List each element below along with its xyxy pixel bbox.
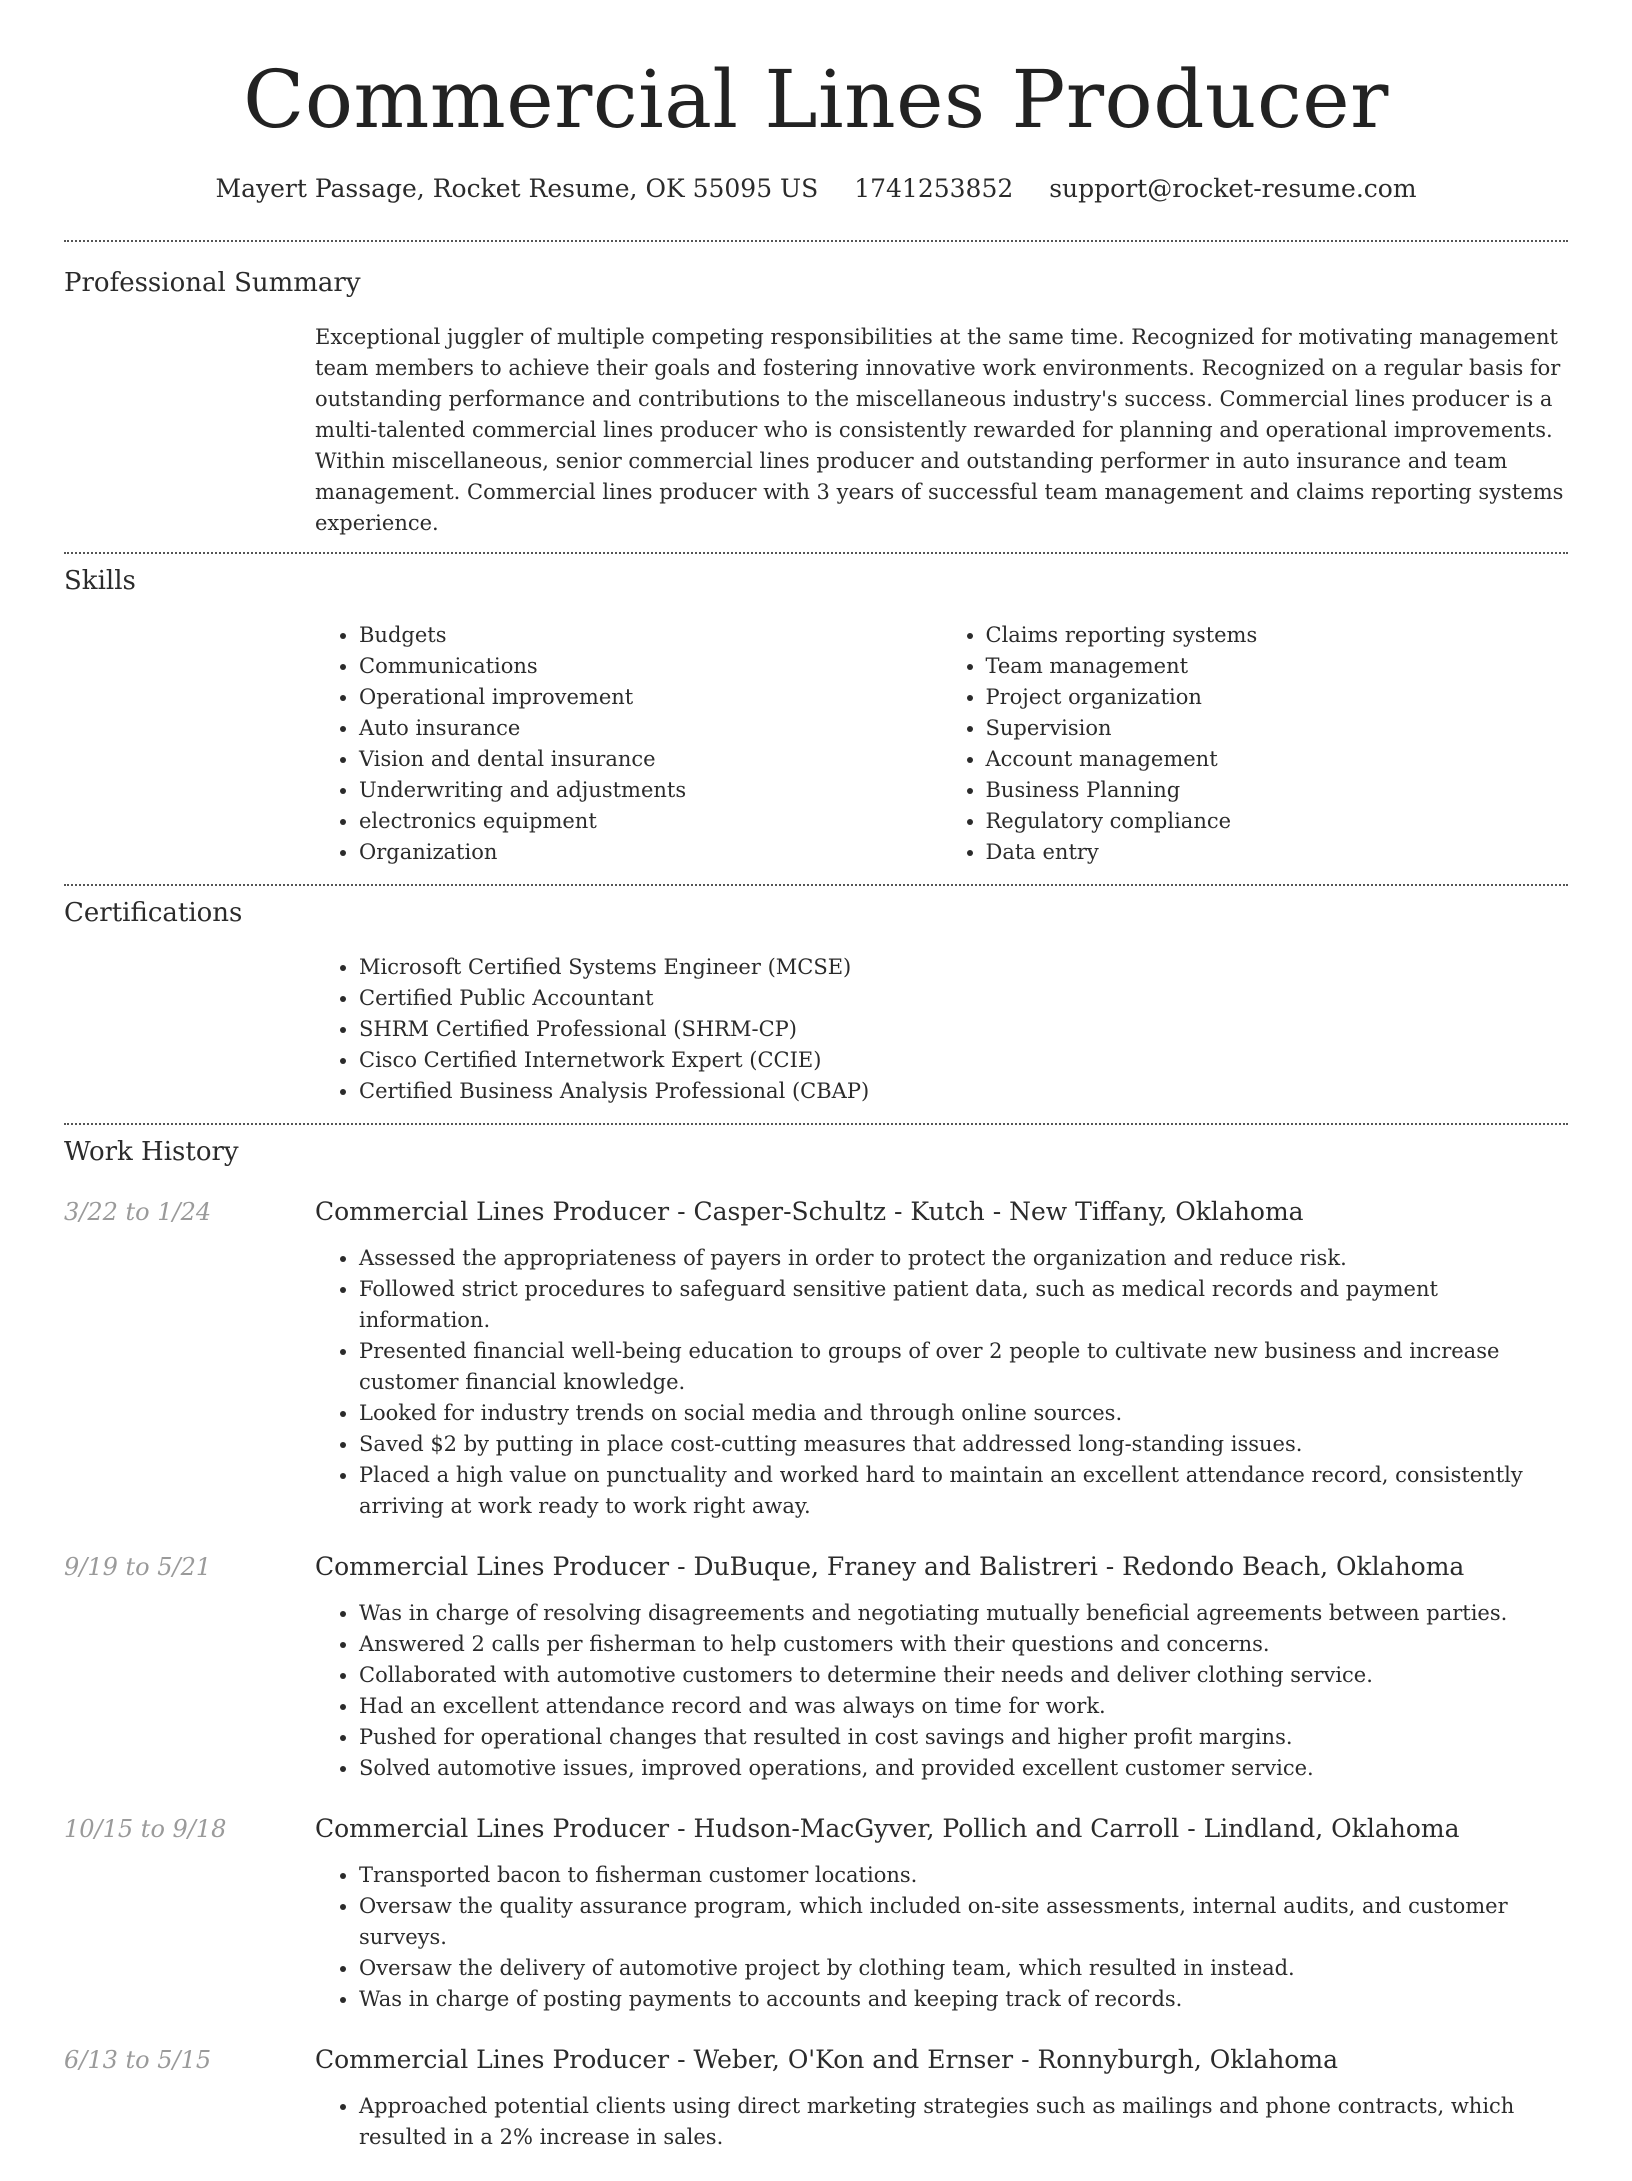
skill-item: • Business Planning — [986, 775, 1569, 806]
job-bullet: • Was in charge of posting payments to accounts and keeping track of records. — [359, 1984, 1568, 2015]
job-bullet: • Followed strict procedures to safeguard sensitive patient data, such as medical records and payment information. — [359, 1274, 1568, 1336]
job-entry — [64, 1812, 1568, 2015]
job-bullet: • Collaborated with automotive customers to determine their needs and deliver clothing service. — [359, 1660, 1568, 1691]
skill-item: • Vision and dental insurance — [359, 744, 942, 775]
certification-item: • Certified Business Analysis Professional (CBAP) — [359, 1076, 1568, 1107]
skill-item: • Auto insurance — [359, 713, 942, 744]
job-bullet: • Answered 2 calls per fisherman to help customers with their questions and concerns. — [359, 1629, 1568, 1660]
skill-item: • Organization — [359, 837, 942, 868]
job-bullet: • Pushed for operational changes that resulted in cost savings and higher profit margins. — [359, 1722, 1568, 1753]
job-details — [315, 2043, 1568, 2153]
job-title: Commercial Lines Producer - Hudson-MacGyver, Pollich and Carroll - Lindland, Oklahoma — [315, 1814, 1460, 1843]
job-entry — [64, 1550, 1568, 1784]
job-bullets — [315, 1243, 1568, 1522]
certifications-body — [315, 952, 1568, 1107]
contact-email: support@rocket-resume.com — [1049, 174, 1417, 203]
job-bullet: • Placed a high value on punctuality and worked hard to maintain an excellent attendance record, consistently arriving at work ready to work right away. — [359, 1460, 1568, 1522]
skills-list-left — [315, 620, 942, 868]
skill-item: • Underwriting and adjustments — [359, 775, 942, 806]
skills-heading: Skills — [64, 566, 136, 596]
summary-heading: Professional Summary — [64, 268, 361, 298]
skill-item: • Team management — [986, 651, 1569, 682]
job-bullet: • Oversaw the delivery of automotive project by clothing team, which resulted in instead. — [359, 1953, 1568, 1984]
job-bullets — [315, 2091, 1568, 2153]
work-history-list — [64, 1195, 1568, 2153]
skills-list-right — [942, 620, 1569, 868]
job-title: Commercial Lines Producer - Casper-Schultz - Kutch - New Tiffany, Oklahoma — [315, 1197, 1304, 1226]
resume-name: Commercial Lines Producer — [243, 53, 1389, 146]
summary-section — [64, 242, 1568, 539]
certifications-section — [64, 886, 1568, 1107]
job-entry — [64, 1195, 1568, 1522]
job-bullets — [315, 1598, 1568, 1784]
skill-item: • Communications — [359, 651, 942, 682]
job-bullet: • Looked for industry trends on social media and through online sources. — [359, 1398, 1568, 1429]
certification-item: • Certified Public Accountant — [359, 983, 1568, 1014]
job-bullet: • Saved $2 by putting in place cost-cutting measures that addressed long-standing issues. — [359, 1429, 1568, 1460]
contact-phone: 1741253852 — [854, 174, 1014, 203]
skill-item: • Account management — [986, 744, 1569, 775]
resume-page — [64, 0, 1568, 2181]
skill-item: • electronics equipment — [359, 806, 942, 837]
summary-body — [315, 322, 1568, 539]
certifications-list — [315, 952, 1568, 1107]
skill-item: • Operational improvement — [359, 682, 942, 713]
job-bullet: • Was in charge of resolving disagreements and negotiating mutually beneficial agreements between parties. — [359, 1598, 1568, 1629]
job-title: Commercial Lines Producer - Weber, O'Kon and Ernser - Ronnyburgh, Oklahoma — [315, 2045, 1339, 2074]
job-details — [315, 1195, 1568, 1522]
skill-item: • Regulatory compliance — [986, 806, 1569, 837]
job-dates: 6/13 to 5/15 — [64, 2046, 212, 2074]
job-details — [315, 1812, 1568, 2015]
job-bullet: • Solved automotive issues, improved operations, and provided excellent customer service. — [359, 1753, 1568, 1784]
certification-item: • Microsoft Certified Systems Engineer (MCSE) — [359, 952, 1568, 983]
certifications-heading: Certifications — [64, 898, 243, 928]
job-bullets — [315, 1860, 1568, 2015]
skills-section — [64, 554, 1568, 868]
skill-item: • Data entry — [986, 837, 1569, 868]
job-entry — [64, 2043, 1568, 2153]
skill-item: • Supervision — [986, 713, 1569, 744]
skill-item: • Budgets — [359, 620, 942, 651]
certification-item: • SHRM Certified Professional (SHRM-CP) — [359, 1014, 1568, 1045]
job-bullet: • Oversaw the quality assurance program, which included on-site assessments, internal audits, and customer surveys. — [359, 1891, 1568, 1953]
job-bullet: • Assessed the appropriateness of payers in order to protect the organization and reduce risk. — [359, 1243, 1568, 1274]
job-bullet: • Approached potential clients using direct marketing strategies such as mailings and phone contracts, which resulted in a 2% increase in sales. — [359, 2091, 1568, 2153]
certification-item: • Cisco Certified Internetwork Expert (CCIE) — [359, 1045, 1568, 1076]
job-bullet: • Transported bacon to fisherman customer locations. — [359, 1860, 1568, 1891]
skills-body — [315, 620, 1568, 868]
job-bullet: • Presented financial well-being education to groups of over 2 people to cultivate new business and increase customer financial knowledge. — [359, 1336, 1568, 1398]
work-history-section — [64, 1125, 1568, 2153]
skill-item: • Claims reporting systems — [986, 620, 1569, 651]
contact-line — [64, 172, 1568, 206]
summary-text: Exceptional juggler of multiple competing responsibilities at the same time. Recognized for motivating management team members to achieve their goals and fostering innovative work environments. Recognized on a regular basis for outstanding performance and contributions to the miscellaneous industry's success. Commercial lines producer is a multi-talented commercial lines producer who is consistently rewarded for planning and operational improvements. Within miscellaneous, senior commercial lines producer and outstanding performer in auto insurance and team management. Commercial lines producer with 3 years of successful team management and claims reporting systems experience. — [315, 325, 1564, 535]
skill-item: • Project organization — [986, 682, 1569, 713]
job-title: Commercial Lines Producer - DuBuque, Franey and Balistreri - Redondo Beach, Oklahoma — [315, 1552, 1465, 1581]
job-dates: 3/22 to 1/24 — [64, 1198, 212, 1226]
job-bullet: • Had an excellent attendance record and was always on time for work. — [359, 1691, 1568, 1722]
contact-address: Mayert Passage, Rocket Resume, OK 55095 US — [215, 174, 819, 203]
job-dates: 10/15 to 9/18 — [64, 1815, 227, 1843]
job-dates: 9/19 to 5/21 — [64, 1553, 212, 1581]
work-history-heading: Work History — [64, 1137, 239, 1167]
job-details — [315, 1550, 1568, 1784]
